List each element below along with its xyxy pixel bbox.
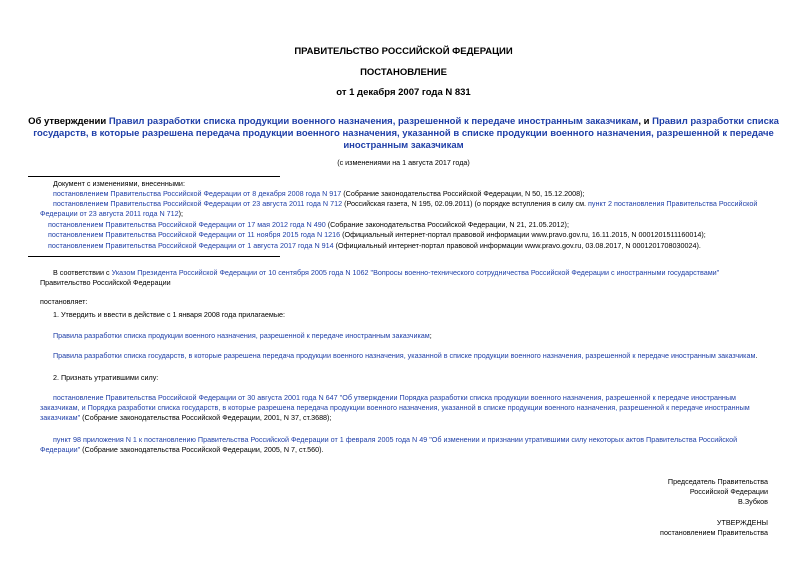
approved-line2: постановлением Правительства [660, 528, 768, 537]
preamble-line1: В соответствии с Указом Президента Российской Федерации от 10 сентября 2005 года N 1062 "Вопросы военно-технического сотрудничества Российской Федерации с иностранными государствами" [53, 268, 720, 277]
amendment-item: постановлением Правительства Российской Федерации от 1 августа 2017 года N 914 (Официальный интернет-портал правовой информации www.pravo.gov.ru, 03.08.2017, N 0001201708030024). [48, 241, 701, 250]
repealed-act-a-line1[interactable]: постановление Правительства Российской Федерации от 30 августа 2001 года N 647 "Об утверждении Порядка разработки списка продукции военного назначения, разрешенной к передаче иностранным [53, 393, 737, 402]
item-1-rule-b: Правила разработки списка государств, в которые разрешена передача продукции военного назначения, указанной в списке продукции военного назначения, разрешенной к передаче иностранным заказчикам. [53, 351, 758, 360]
preamble-line2: Правительство Российской Федерации [40, 278, 171, 287]
divider-bottom [28, 256, 280, 257]
amendments-intro: Документ с изменениями, внесенными: [53, 179, 185, 188]
decree-word: постановляет: [40, 297, 88, 306]
approved-line1: УТВЕРЖДЕНЫ [716, 518, 768, 527]
doc-title-line3[interactable]: иностранным заказчикам [343, 140, 464, 151]
amendment-link[interactable]: постановлением Правительства Российской Федерации от 17 мая 2012 года N 490 [48, 220, 326, 229]
doc-type: ПОСТАНОВЛЕНИЕ [360, 67, 447, 78]
title-prefix: Об утверждении [28, 116, 107, 127]
amendment-link[interactable]: постановлением Правительства Российской Федерации от 23 августа 2011 года N 712 [53, 199, 343, 208]
amendment-item-cont: Федерации от 23 августа 2011 года N 712); [40, 209, 184, 218]
doc-title-line1 [0, 116, 807, 127]
revision-note: (с изменениями на 1 августа 2017 года) [337, 158, 470, 167]
amendment-link[interactable]: постановлением Правительства Российской Федерации от 1 августа 2017 года N 914 [48, 241, 334, 250]
amendment-item: постановлением Правительства Российской Федерации от 17 мая 2012 года N 490 (Собрание законодательства Российской Федерации, N 21, 21.05.2012); [48, 220, 569, 229]
signature-line2: Российской Федерации [689, 487, 768, 496]
decree-link[interactable]: Указом Президента Российской Федерации от 10 сентября 2005 года N 1062 "Вопросы военно-технического сотрудничества Российской Федерации с иностранными государствами" [111, 268, 720, 277]
amendment-item: постановлением Правительства Российской Федерации от 8 декабря 2008 года N 917 (Собрание законодательства Российской Федерации, N 50, 15.12.2008); [53, 189, 585, 198]
item-1: 1. Утвердить и ввести в действие с 1 января 2008 года прилагаемые: [53, 310, 285, 319]
repealed-act-a-line3: заказчикам" (Собрание законодательства Российской Федерации, 2001, N 37, ст.3688); [40, 413, 332, 422]
amendment-item: постановлением Правительства Российской Федерации от 23 августа 2011 года N 712 (Российская газета, N 195, 02.09.2011) (о порядке вступления в силу см. пункт 2 постановления Правительства Российской [53, 199, 758, 208]
item-2: 2. Признать утратившими силу: [53, 373, 159, 382]
title-mid: , и [638, 116, 650, 127]
title-link-rules-list[interactable]: Правил разработки списка продукции военного назначения, разрешенной к передаче иностранным заказчикам [108, 116, 639, 127]
amendment-link[interactable]: постановлением Правительства Российской Федерации от 11 ноября 2015 года N 1216 [48, 230, 341, 239]
doc-date-number: от 1 декабря 2007 года N 831 [336, 87, 471, 98]
amendment-link[interactable]: Федерации от 23 августа 2011 года N 712 [40, 209, 179, 218]
rules-states-link[interactable]: Правила разработки списка государств, в которые разрешена передача продукции военного назначения, указанной в списке продукции военного назначения, разрешенной к передаче иностранным заказчикам [53, 351, 756, 360]
signature-line1: Председатель Правительства [667, 477, 768, 486]
amendment-link[interactable]: пункт 2 постановления Правительства Российской [586, 199, 758, 208]
signature-name: В.Зубков [738, 497, 768, 506]
amendment-item: постановлением Правительства Российской Федерации от 11 ноября 2015 года N 1216 (Официальный интернет-портал правовой информации www.pravo.gov.ru, 16.11.2015, N 0001201511160014); [48, 230, 706, 239]
rules-list-link[interactable]: Правила разработки списка продукции военного назначения, разрешенной к передаче иностранным заказчикам [53, 331, 430, 340]
doc-title-line2[interactable]: государств, в которые разрешена передача продукции военного назначения, указанной в списке продукции военного назначения, разрешенной к передаче [33, 128, 774, 139]
org-name: ПРАВИТЕЛЬСТВО РОССИЙСКОЙ ФЕДЕРАЦИИ [294, 46, 513, 57]
repealed-act-b-line1[interactable]: пункт 98 приложения N 1 к постановлению Правительства Российской Федерации от 1 февраля 2005 года N 49 "Об изменении и признании утратившими силу некоторых актов Правительства Российской [53, 435, 738, 444]
repealed-act-b-line2: Федерации" (Собрание законодательства Российской Федерации, 2005, N 7, ст.560). [40, 445, 324, 454]
divider-top [28, 176, 280, 177]
item-1-rule-a: Правила разработки списка продукции военного назначения, разрешенной к передаче иностранным заказчикам; [53, 331, 432, 340]
repealed-act-a-line2[interactable]: заказчикам, и Порядка разработки списка государств, в которые разрешена передача продукции военного назначения, указанной в списке продукции военного назначения, разрешенной к передаче иностранным [40, 403, 750, 412]
title-link-rules-states[interactable]: Правил разработки списка [652, 116, 779, 127]
amendment-link[interactable]: постановлением Правительства Российской Федерации от 8 декабря 2008 года N 917 [53, 189, 342, 198]
